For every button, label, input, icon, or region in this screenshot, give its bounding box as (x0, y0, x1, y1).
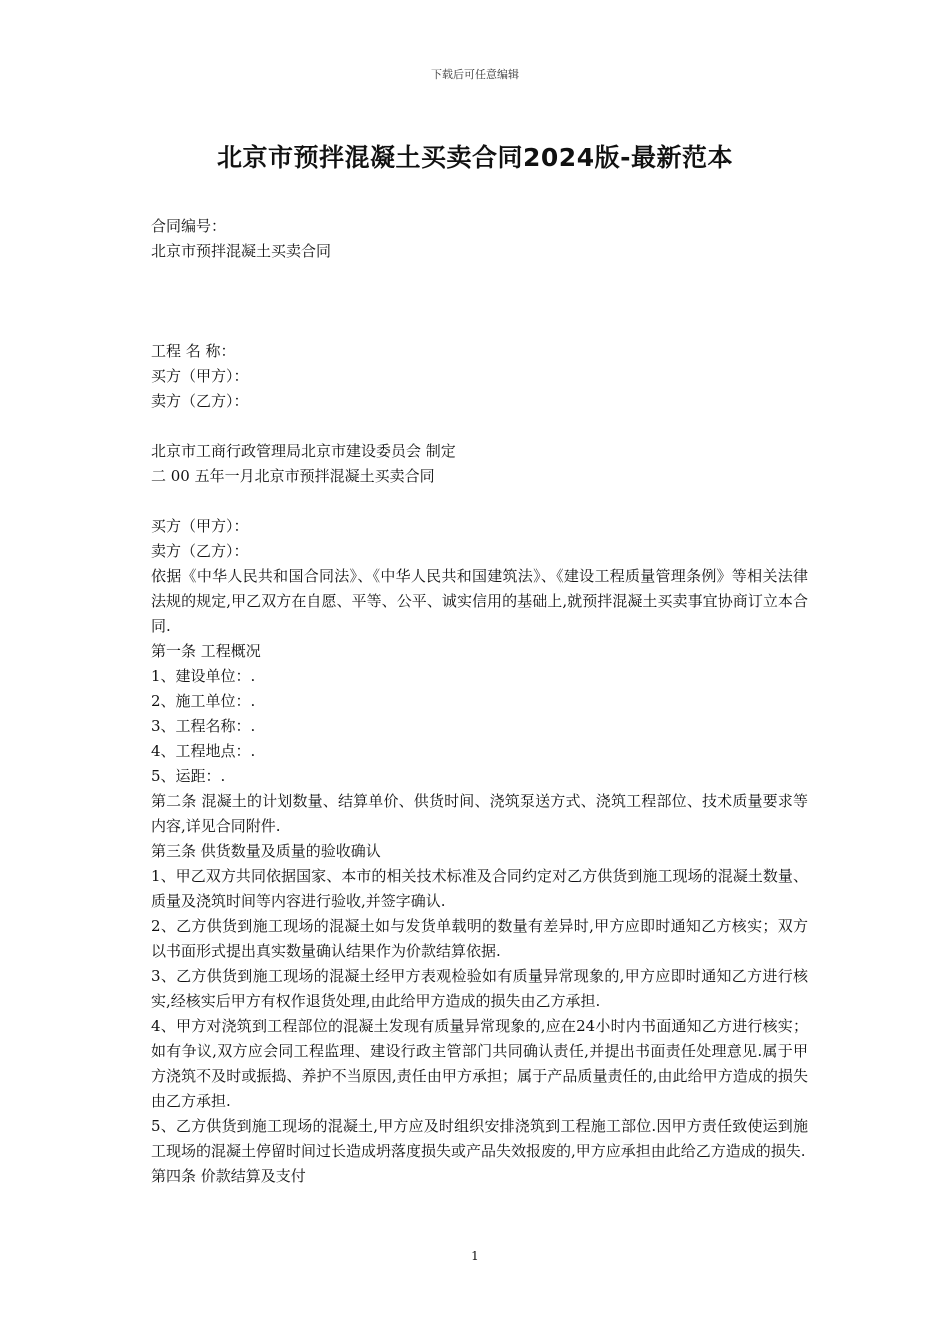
article-3-item: 4、甲方对浇筑到工程部位的混凝土发现有质量异常现象的,应在24小时内书面通知乙方进行核实；如有争议,双方应会同工程监理、建设行政主管部门共同确认责任,并提出书面责任处理意见.属于甲方浇筑不及时或振捣、养护不当原因,责任由甲方承担；属于产品质量责任的,由此给甲方造成的损失由乙方承担. (151, 1017, 808, 1110)
header-note: 下载后可任意编辑 (431, 68, 519, 81)
contract-number-label: 合同编号： (151, 217, 227, 235)
spacer (143, 264, 808, 339)
article-1-item: 4、工程地点：. (151, 742, 256, 760)
cover-buyer-label: 买方（甲方）： (151, 367, 249, 385)
article-4-title: 第四条 价款结算及支付 (151, 1167, 306, 1185)
spacer (143, 414, 808, 439)
page-number: 1 (471, 1249, 479, 1263)
spacer (143, 489, 808, 514)
cover-seller-label: 卖方（乙方）： (151, 392, 249, 410)
article-1-item: 2、施工单位：. (151, 692, 256, 710)
article-3-item: 5、乙方供货到施工现场的混凝土,甲方应及时组织安排浇筑到工程施工部位.因甲方责任致使运到施工现场的混凝土停留时间过长造成坍落度损失或产品失效报废的,甲方应承担由此给乙方造成的损失. (151, 1117, 808, 1160)
article-1-title: 第一条 工程概况 (151, 642, 261, 660)
article-3-item: 3、乙方供货到施工现场的混凝土经甲方表观检验如有质量异常现象的,甲方应即时通知乙方进行核实,经核实后甲方有权作退货处理,由此给甲方造成的损失由乙方承担. (151, 967, 808, 1010)
document-title: 北京市预拌混凝土买卖合同2024版-最新范本 (217, 143, 733, 172)
issuer-line: 北京市工商行政管理局北京市建设委员会 制定 (151, 442, 456, 460)
article-3-title: 第三条 供货数量及质量的验收确认 (151, 842, 381, 860)
article-3-item: 1、甲乙双方共同依据国家、本市的相关技术标准及合同约定对乙方供货到施工现场的混凝土数量、质量及浇筑时间等内容进行验收,并签字确认. (151, 867, 808, 910)
article-2-paragraph: 第二条 混凝土的计划数量、结算单价、供货时间、浇筑泵送方式、浇筑工程部位、技术质量要求等内容,详见合同附件. (151, 792, 808, 835)
preamble-paragraph: 依据《中华人民共和国合同法》、《中华人民共和国建筑法》、《建设工程质量管理条例》等相关法律法规的规定,甲乙双方在自愿、平等、公平、诚实信用的基础上,就预拌混凝土买卖事宜协商订立本合同. (151, 567, 808, 635)
article-1-item: 3、工程名称：. (151, 717, 256, 735)
contract-name: 北京市预拌混凝土买卖合同 (151, 242, 332, 260)
article-1-item: 1、建设单位：. (151, 667, 256, 685)
article-3-item: 2、乙方供货到施工现场的混凝土如与发货单载明的数量有差异时,甲方应即时通知乙方核实；双方以书面形式提出真实数量确认结果作为价款结算依据. (151, 917, 808, 960)
date-line: 二 00 五年一月北京市预拌混凝土买卖合同 (151, 467, 435, 485)
document-body (143, 214, 808, 1189)
body-seller-label: 卖方（乙方）： (151, 542, 249, 560)
body-buyer-label: 买方（甲方）： (151, 517, 249, 535)
project-name-label: 工程 名 称： (151, 342, 236, 360)
article-1-item: 5、运距：. (151, 767, 226, 785)
